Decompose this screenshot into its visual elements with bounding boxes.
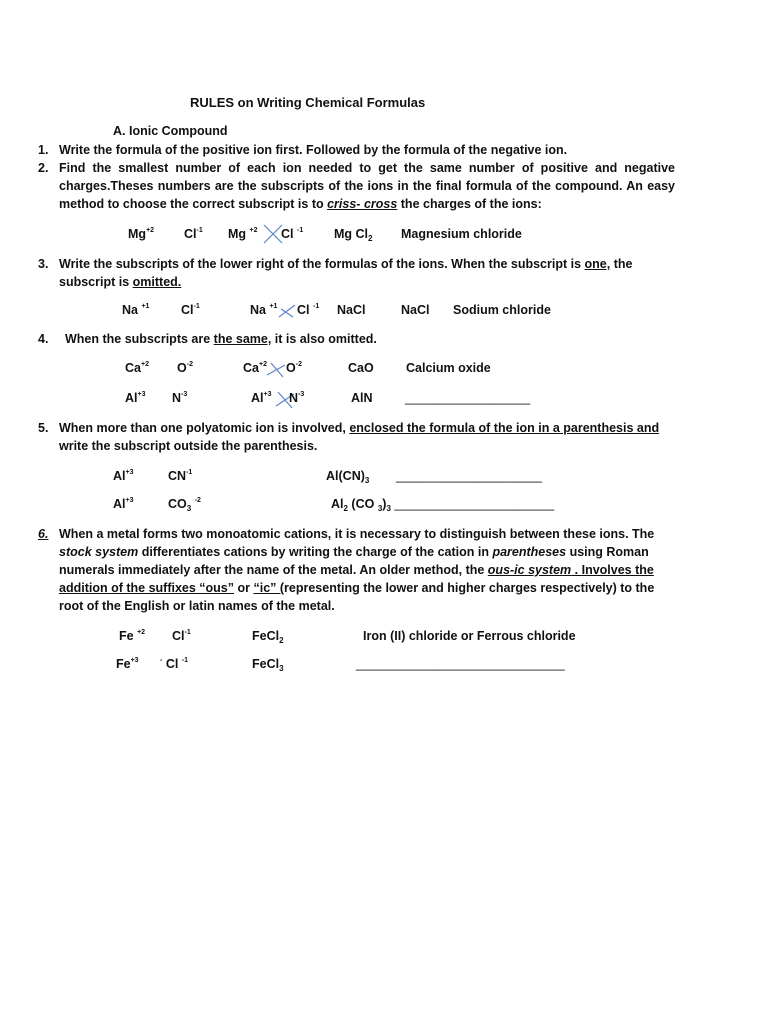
r6b-answer-blank: ______________________________: [356, 657, 565, 671]
rule-2-body: Find the smallest number of each ion needed to get the same number of positive and negative charges.Theses numbers are the subscripts of the ions in the final formula of the compound. An easy method to choose the correct subscript is to: [59, 161, 675, 211]
r6b-formula: FeCl$_3$: [252, 657, 284, 673]
r6-ion-a: Fe $^{+2}$: [119, 629, 146, 643]
rule-2-tail: the charges of the ions:: [397, 197, 542, 211]
r4-ion-c: $Ca^{+2}$: [243, 361, 267, 375]
r5b-ion-a: $Al^{+3}$: [113, 497, 134, 511]
rule-2-text: [59, 159, 675, 213]
r4-ion-b: $O^{-2}$: [177, 361, 193, 375]
rule-4-text: When the subscripts are the same, it is also omitted.: [65, 332, 377, 346]
r4-compound-name: Calcium oxide: [406, 361, 491, 375]
r4-ion-a: $Ca^{+2}$: [125, 361, 149, 375]
r4b-ion-d: $N^{-3}$: [289, 391, 305, 405]
r4-ion-d: $O^{-2}$: [286, 361, 302, 375]
r3-compound-name: Sodium chloride: [453, 303, 551, 317]
r2-ion-d: Cl $^{-1}$: [281, 227, 304, 241]
r6-compound-name: Iron (II) chloride or Ferrous chloride: [363, 629, 576, 643]
rule-3-number: 3.: [38, 257, 49, 271]
r4b-answer-blank: __________________: [405, 391, 531, 405]
r4b-ion-c: $Al^{+3}$: [251, 391, 272, 405]
r2-compound-name: Magnesium chloride: [401, 227, 522, 241]
r3-ion-c: Na $^{+1}$: [250, 303, 278, 317]
r5-formula: $Al(CN)_3$: [326, 469, 370, 485]
r3-formula-2: NaCl: [401, 303, 430, 317]
r2-ion-c: Mg $^{+2}$: [228, 227, 258, 241]
r2-ion-b: $Cl^{-1}$: [184, 227, 203, 241]
r3-formula-1: NaCl: [337, 303, 366, 317]
page-title: RULES on Writing Chemical Formulas: [190, 95, 426, 110]
r2-ion-a: $Mg^{+2}$: [128, 227, 155, 241]
r6-formula: FeCl$_2$: [252, 629, 284, 645]
rule-1-text: Write the formula of the positive ion first. Followed by the formula of the negative ion.: [59, 143, 568, 157]
r2-formula: Mg $Cl_2$: [334, 227, 373, 243]
r5b-formula: $Al_2$ (CO $_3)_3$ _______________________: [331, 497, 555, 513]
r6b-ion-b: - Cl $^{-1}$: [160, 657, 189, 671]
rule-3-text: Write the subscripts of the lower right of the formulas of the ions. When the subscript is one, the subscript is omitted.: [59, 257, 633, 289]
r3-ion-a: Na $^{+1}$: [122, 303, 150, 317]
criss-cross-arrow-icon: [277, 303, 297, 319]
r6b-ion-a: $Fe^{+3}$: [116, 657, 139, 671]
r5b-ion-b: $CO_3$ $^{-2}$: [168, 497, 201, 513]
r4b-formula: AlN: [351, 391, 373, 405]
r3-ion-d: Cl $^{-1}$: [297, 303, 320, 317]
rule-2-number: 2.: [38, 161, 49, 175]
r5-answer-blank: _____________________: [396, 469, 542, 483]
rule-2-emphasis: criss- cross: [327, 197, 398, 211]
rule-1-number: 1.: [38, 143, 49, 157]
rule-6-number: 6.: [38, 527, 49, 541]
r3-ion-b: $Cl^{-1}$: [181, 303, 200, 317]
criss-cross-arrow-icon: [265, 361, 287, 379]
r5-ion-b: $CN^{-1}$: [168, 469, 193, 483]
r4b-ion-a: $Al^{+3}$: [125, 391, 146, 405]
r4-formula: CaO: [348, 361, 374, 375]
r4b-ion-b: $N^{-3}$: [172, 391, 188, 405]
rule-5-number: 5.: [38, 421, 49, 435]
section-heading: A. Ionic Compound: [113, 124, 228, 138]
r6-ion-b: $Cl^{-1}$: [172, 629, 191, 643]
rule-6-text: When a metal forms two monoatomic cations, it is necessary to distinguish between these ions. The stock system differentiates cations by writing the charge of the cation in parentheses using Roman numerals immediately after the name of the metal. An older method, the ous-ic system . Involves the addition of the suffixes “ous” or “ic” (representing the lower and higher charges respectively) to the root of the English or latin names of the metal.: [59, 527, 655, 613]
r5-ion-a: $Al^{+3}$: [113, 469, 134, 483]
rule-4-number: 4.: [38, 332, 49, 346]
rule-5-text: When more than one polyatomic ion is involved, enclosed the formula of the ion in a parenthesis and write the subscript outside the parenthesis.: [59, 421, 660, 453]
